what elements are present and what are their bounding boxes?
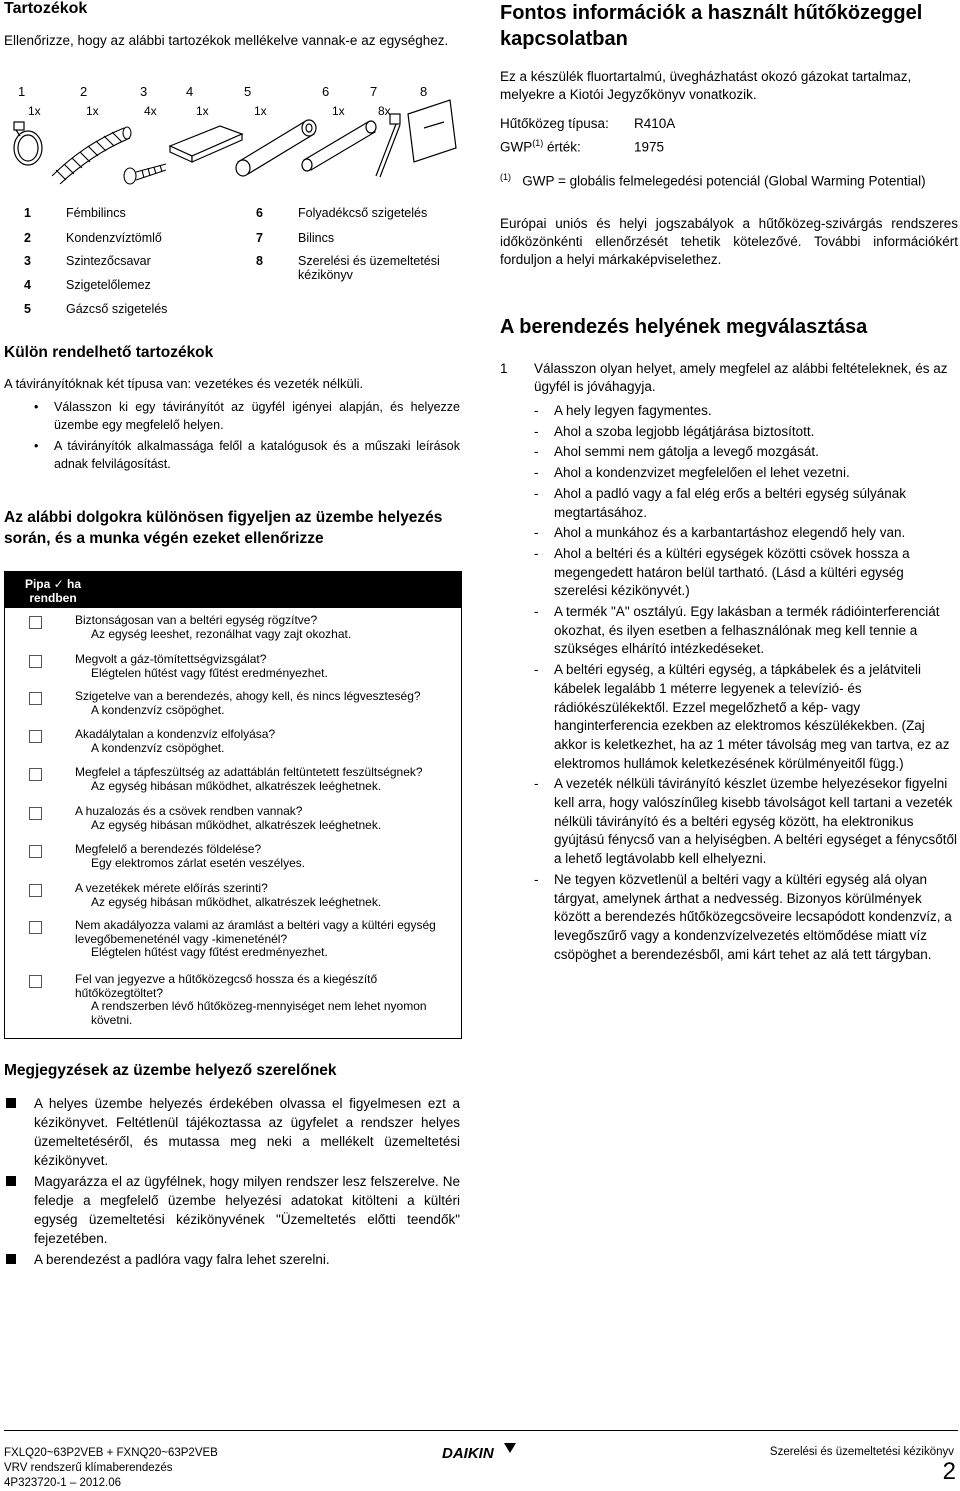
list-item: - Ahol a munkához és a karbantartáshoz elegendő hely van. <box>530 524 958 543</box>
accessories-intro: Ellenőrizze, hogy az alábbi tartozékok mellékelve vannak-e az egységhez. <box>4 33 449 48</box>
item-label: Kondenzvíztömlő <box>66 231 162 245</box>
question-text: Nem akadályozza valami az áramlást a beltéri vagy a kültéri egység levegőbemeneténél vagy -kimeneténél? <box>75 918 436 946</box>
gwp-value: 1975 <box>634 139 665 155</box>
consequence-text: Elégtelen hűtést vagy fűtést eredményezhet. <box>91 665 328 680</box>
accessory-number: 6 <box>322 84 330 99</box>
question-text: Biztonságosan van a beltéri egység rögzítve? <box>75 613 318 627</box>
item-number: 2 <box>24 231 31 245</box>
series-name: VRV rendszerű klímaberendezés <box>4 1462 173 1474</box>
list-item: - A hely legyen fagymentes. <box>530 402 958 421</box>
item-number: 7 <box>256 231 263 245</box>
refrigerant-type-label: Hűtőközeg típusa: <box>500 116 609 131</box>
model-code: FXLQ20~63P2VEB + FXNQ20~63P2VEB <box>4 1447 218 1459</box>
remote-bullets <box>4 398 460 476</box>
accessory-number: 2 <box>80 84 88 99</box>
optional-accessories-heading: Külön rendelhető tartozékok <box>4 344 214 361</box>
item-label: Szerelési és üzemeltetési kézikönyv <box>298 254 440 282</box>
accessory-qty: 1x <box>196 104 209 118</box>
consequence-text: Elégtelen hűtést vagy fűtést eredményezhet. <box>91 945 328 959</box>
list-item: A helyes üzembe helyezés érdekében olvassa el figyelmesen ezt a kézikönyvet. Feltétlenül tájékoztassa az ügyfelet a rendszer helyes üzemeltetéséről, és mutassa meg neki a mellékelt üzemeltetési kézikönyvet. <box>4 1094 460 1170</box>
list-item: - Ahol a padló vagy a fal elég erős a beltéri egység súlyának megtartásához. <box>530 485 958 522</box>
list-item: - A vezeték nélküli távirányító készlet üzembe helyezésekor figyelni kell arra, hogy valószínűleg kisebb távolságot kell tartani a vezeték nélküli távirányító és a beltéri egység között, ha elektronikus gyújtású fénycső van a helyiségben. A beltéri egységet a fénycsőtől a lehető legtávolabb kell elhelyezni. <box>530 775 958 869</box>
list-item: - Ahol a kondenzvizet megfelelően el lehet vezetni. <box>530 464 958 483</box>
question-text: Fel van jegyezve a hűtőközegcső hossza és a kiegészítő hűtőközegtöltet? <box>75 972 378 1000</box>
accessory-qty: 1x <box>332 104 345 118</box>
consequence-text: A kondenzvíz csöpöghet. <box>91 740 225 755</box>
checklist-header <box>5 572 461 608</box>
accessory-qty: 1x <box>86 104 99 118</box>
gwp-footnote: $^{(1)}$ GWP = globális felmelegedési potenciál (Global Warming Potential) <box>500 172 926 189</box>
refrigerant-info-heading: Fontos információk a használt hűtőközeggel kapcsolatban <box>500 2 923 50</box>
checkbox[interactable] <box>29 730 42 743</box>
remote-intro: A távirányítóknak két típusa van: vezetékes és vezeték nélküli. <box>4 376 364 391</box>
checkbox[interactable] <box>29 655 42 668</box>
item-number: 5 <box>24 302 31 316</box>
checkbox[interactable] <box>29 884 42 897</box>
checkbox[interactable] <box>29 921 42 934</box>
checklist-question <box>75 973 455 1027</box>
checkbox[interactable] <box>29 768 42 781</box>
question-text: A huzalozás és a csövek rendben vannak? <box>75 804 303 818</box>
location-heading: A berendezés helyének megválasztása <box>500 316 868 338</box>
installer-notes-heading: Megjegyzések az üzembe helyező szerelőnek <box>4 1062 337 1079</box>
accessory-number: 7 <box>370 84 378 99</box>
accessory-qty: 4x <box>144 104 157 118</box>
checkbox[interactable] <box>29 845 42 858</box>
checklist-question <box>75 766 455 793</box>
question-text: Akadálytalan a kondenzvíz elfolyása? <box>75 727 276 741</box>
list-item: • A távirányítók alkalmassága felől a katalógusok és a műszaki leírások adnak felvilágosítást. <box>4 437 460 473</box>
list-item: - Ahol a szoba legjobb légátjárása biztosított. <box>530 423 958 442</box>
consequence-text: Az egység hibásan működhet, alkatrészek leéghetnek. <box>91 778 382 793</box>
footer-divider <box>4 1430 958 1431</box>
consequence-text: Egy elektromos zárlat esetén veszélyes. <box>91 855 306 870</box>
item-number: 3 <box>24 254 31 268</box>
accessory-number: 3 <box>140 84 148 99</box>
checklist-question <box>75 728 455 755</box>
item-number: 1 <box>500 361 508 376</box>
accessories-drawing <box>4 84 460 194</box>
location-conditions <box>530 402 958 966</box>
question-text: Megvolt a gáz-tömítettségvizsgálat? <box>75 652 267 666</box>
question-text: A vezetékek mérete előírás szerinti? <box>75 881 268 895</box>
item-label: Bilincs <box>298 231 335 245</box>
consequence-text: Az egység leeshet, rezonálhat vagy zajt okozhat. <box>91 626 352 641</box>
checklist-header-label: Pipa ✓ ha rendben <box>24 577 82 605</box>
checklist-question <box>75 805 455 832</box>
page-number: 2 <box>942 1458 956 1485</box>
refrigerant-type-value: R410A <box>634 116 676 131</box>
accessory-qty: 1x <box>28 104 41 118</box>
checklist-question <box>75 882 455 909</box>
checkbox[interactable] <box>29 807 42 820</box>
list-item: - A termék "A" osztályú. Egy lakásban a termék rádióinterferenciát okozhat, és ilyen esetben a felhasználónak meg kell tennie a szükséges elhárító intézkedéseket. <box>530 603 958 659</box>
item-label: Fémbilincs <box>66 206 126 220</box>
regulations-paragraph: Európai uniós és helyi jogszabályok a hűtőközeg-szivárgás rendszeres időközönkénti ellenőrzését tehetik kötelezővé. További információkért forduljon a helyi márkaképviselethez. <box>500 216 958 267</box>
list-item: - Ahol semmi nem gátolja a levegő mozgását. <box>530 443 958 462</box>
item-number: 6 <box>256 206 263 220</box>
checklist-question <box>75 843 455 870</box>
accessories-heading: Tartozékok <box>4 0 88 17</box>
item-label: Gázcső szigetelés <box>66 302 168 316</box>
accessories-figure <box>4 84 460 194</box>
insulation-plate-icon <box>170 126 242 162</box>
item-label: Folyadékcső szigetelés <box>298 206 428 220</box>
list-item: Magyarázza el az ügyfélnek, hogy milyen rendszer lesz felszerelve. Ne feledje a megfelelő üzembe helyezési adatokat kitölteni a kültéri egység üzemeltetési kézikönyvének "Üzemeltetés előtti teendők" fejezetében. <box>4 1172 460 1248</box>
item-label: Szigetelőlemez <box>66 278 151 292</box>
document-id: 4P323720-1 – 2012.06 <box>4 1477 122 1489</box>
consequence-text: Az egység hibásan működhet, alkatrészek leéghetnek. <box>91 817 382 832</box>
refrigerant-intro: Ez a készülék fluortartalmú, üvegházhatást okozó gázokat tartalmaz, melyekre a Kiotói Jegyzőkönyv vonatkozik. <box>500 69 912 102</box>
question-text: Szigetelve van a berendezés, ahogy kell, és nincs légveszteség? <box>75 689 421 703</box>
checklist-question <box>75 919 455 960</box>
consequence-text: A rendszerben lévő hűtőközeg-mennyiséget nem lehet nyomon követni. <box>91 999 427 1027</box>
manual-icon <box>408 100 456 162</box>
refrigerant-type-row <box>500 116 675 131</box>
checklist-question <box>75 653 455 680</box>
list-item: A berendezést a padlóra vagy falra lehet szerelni. <box>4 1250 460 1269</box>
checklist-question <box>75 690 455 717</box>
leveling-screw-icon <box>124 164 166 184</box>
item-text: Válasszon olyan helyet, amely megfelel az alábbi feltételeknek, és az ügyfél is jóváhagyja. <box>534 361 948 394</box>
list-item: - Ne tegyen közvetlenül a beltéri vagy a kültéri egység alá olyan tárgyat, amelynek árthat a nedvesség. Bizonyos körülmények között a berendezés hűtőközegcsöveire lecsapódott kondenzvíz, a levegőszűrő vagy a kondenzvízelvezetés eltömődése miatt víz csöpöghet a berendezésből, ami kárt tehet az alá tett tárgyban. <box>530 871 958 965</box>
list-item: - Ahol a beltéri és a kültéri egységek közötti csövek hossza a megengedett határon belül tartható. (Lásd a kültéri egység szerelési kézikönyvét.) <box>530 545 958 601</box>
footer-model-info <box>4 1446 218 1491</box>
accessory-number: 5 <box>244 84 252 99</box>
list-item: • Válasszon ki egy távirányítót az ügyfél igényei alapján, és helyezze üzembe egy megfelelő helyen. <box>4 398 460 434</box>
checkbox[interactable] <box>29 692 42 705</box>
question-text: Megfelel a tápfeszültség az adattáblán feltüntetett feszültségnek? <box>75 765 423 779</box>
gwp-label: GWP$^{(1)}$ érték: <box>500 138 581 155</box>
checklist-table <box>4 571 462 1039</box>
list-item: - A beltéri egység, a kültéri egység, a tápkábelek és a jelátviteli kábelek legalább 1 méterre legyenek a televízió- és rádiókészülékektől. Ezzel megelőzhető a kép- vagy hanginterferencia ezekben az elektromos készülékekben. (Zaj akkor is keletkezhet, ha az 1 méter távolság meg van tartva, ez az elektromos hullámok keletkezésének körülményeitől függ.) <box>530 661 958 773</box>
item-number: 8 <box>256 254 263 268</box>
checkbox[interactable] <box>29 975 42 988</box>
checkbox[interactable] <box>29 616 42 629</box>
gwp-row <box>500 138 664 155</box>
accessory-number: 1 <box>18 84 26 99</box>
consequence-text: A kondenzvíz csöpöghet. <box>91 702 225 717</box>
drain-hose-icon <box>52 127 131 184</box>
brand-text: DAIKIN <box>442 1445 494 1461</box>
item-number: 4 <box>24 278 31 292</box>
accessory-qty: 8x <box>378 104 391 118</box>
accessory-number: 4 <box>186 84 194 99</box>
accessory-number: 8 <box>420 84 428 99</box>
consequence-text: Az egység hibásan működhet, alkatrészek leéghetnek. <box>91 894 382 909</box>
checklist-question <box>75 614 455 641</box>
checklist-heading: Az alábbi dolgokra különösen figyeljen az üzembe helyezés során, és a munka végén ezeket ellenőrizze <box>4 509 443 547</box>
question-text: Megfelelő a berendezés földelése? <box>75 842 262 856</box>
item-label: Szintezőcsavar <box>66 254 151 268</box>
daikin-logo <box>442 1441 518 1466</box>
installer-notes <box>4 1094 460 1271</box>
cable-tie-icon <box>376 114 400 177</box>
metal-clamp-icon <box>14 122 42 165</box>
manual-name: Szerelési és üzemeltetési kézikönyv <box>769 1446 954 1458</box>
accessory-qty: 1x <box>254 104 267 118</box>
item-number: 1 <box>24 206 31 220</box>
